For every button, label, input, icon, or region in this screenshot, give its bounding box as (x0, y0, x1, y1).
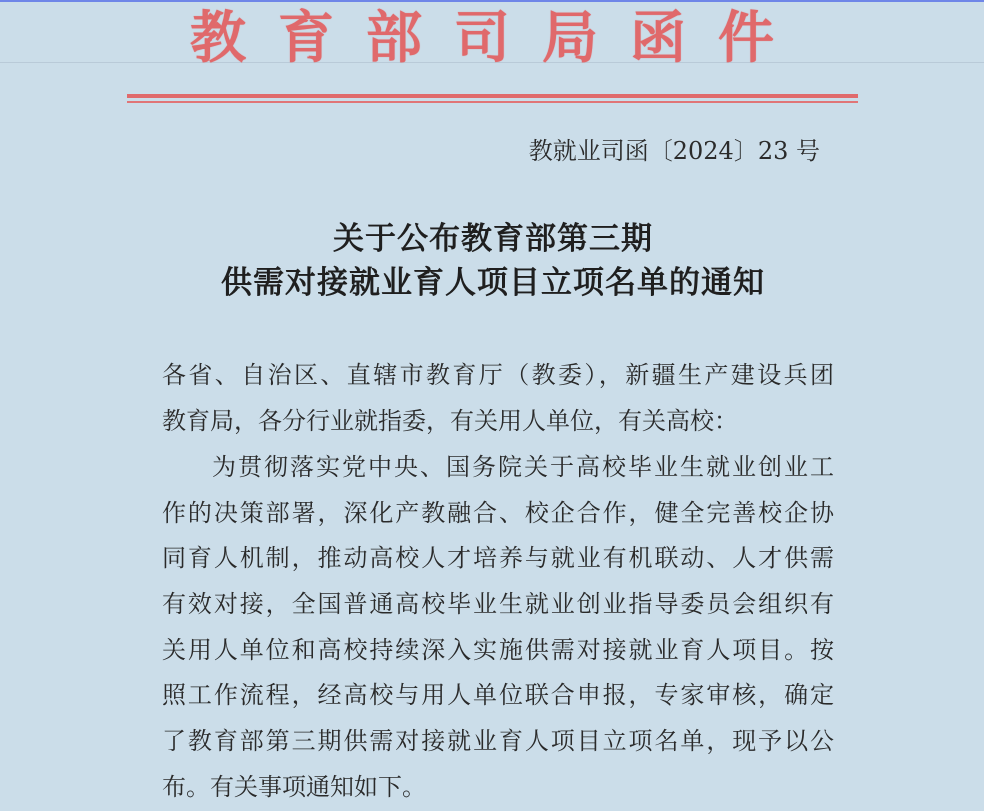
paragraph-line: 关用人单位和高校持续深入实施供需对接就业育人项目。按 (162, 635, 834, 664)
document-title-line-2: 供需对接就业育人项目立项名单的通知 (221, 265, 765, 301)
document-number: 教就业司函〔2024〕23 号 (528, 137, 820, 165)
paragraph-line: 同育人机制，推动高校人才培养与就业有机联动、人才供需 (162, 544, 834, 573)
addressee-line: 教育局，各分行业就指委，有关用人单位，有关高校： (162, 406, 738, 435)
paragraph-line: 布。有关事项通知如下。 (162, 772, 426, 801)
body-paragraph (162, 445, 834, 811)
paragraph-line: 了教育部第三期供需对接就业育人项目立项名单，现予以公 (162, 727, 834, 756)
letterhead-title: 教育部司局函件 (190, 5, 806, 71)
addressee-line: 各省、自治区、直辖市教育厅（教委），新疆生产建设兵团 (162, 361, 834, 389)
paragraph-line: 作的决策部署，深化产教融合、校企合作，健全完善校企协 (162, 498, 834, 527)
letterhead-rule-thick (127, 94, 858, 98)
letterhead-rule-thin (127, 101, 858, 103)
paragraph-line: 有效对接，全国普通高校毕业生就业创业指导委员会组织有 (162, 590, 834, 619)
paragraph-line: 为贯彻落实党中央、国务院关于高校毕业生就业创业工 (212, 453, 834, 481)
document-title-line-1: 关于公布教育部第三期 (333, 221, 653, 257)
addressee-block (162, 353, 834, 444)
paragraph-line: 照工作流程，经高校与用人单位联合申报，专家审核，确定 (162, 681, 834, 710)
